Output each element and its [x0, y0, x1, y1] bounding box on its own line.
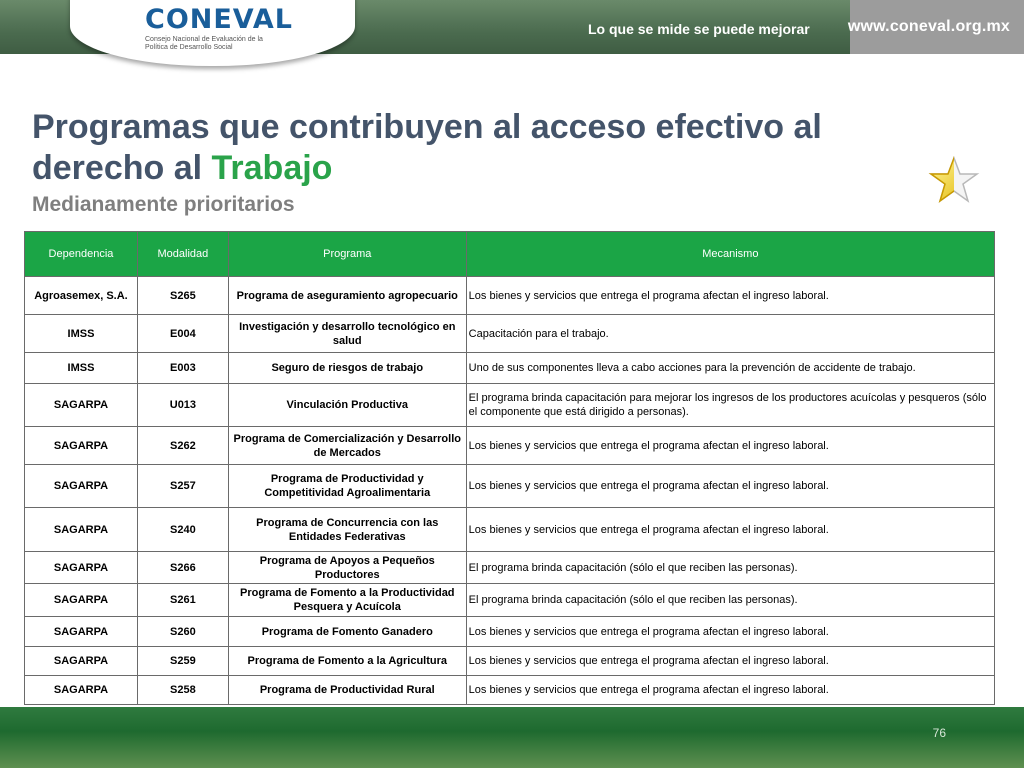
slide-title-main: Programas que contribuyen al acceso efectivo al derecho al [32, 108, 822, 187]
table-row [25, 552, 995, 584]
cell-programa: Investigación y desarrollo tecnológico en salud [228, 315, 466, 353]
logo-tab [70, 0, 355, 66]
table-row [25, 676, 995, 705]
header-tagline: Lo que se mide se puede mejorar [588, 21, 810, 37]
cell-programa: Programa de Concurrencia con las Entidades Federativas [228, 508, 466, 552]
cell-mecanismo: Los bienes y servicios que entrega el programa afectan el ingreso laboral. [466, 676, 994, 705]
cell-mecanismo: El programa brinda capacitación (sólo el que reciben las personas). [466, 584, 994, 617]
cell-dependencia: SAGARPA [25, 647, 138, 676]
cell-modalidad: S257 [137, 465, 228, 508]
cell-modalidad: E003 [137, 353, 228, 384]
cell-programa: Programa de Fomento Ganadero [228, 617, 466, 647]
cell-programa: Seguro de riesgos de trabajo [228, 353, 466, 384]
cell-programa: Programa de Productividad y Competitividad Agroalimentaria [228, 465, 466, 508]
page-number: 76 [932, 726, 946, 740]
cell-modalidad: U013 [137, 384, 228, 427]
cell-mecanismo: El programa brinda capacitación (sólo el que reciben las personas). [466, 552, 994, 584]
cell-modalidad: S265 [137, 277, 228, 315]
cell-programa: Programa de Apoyos a Pequeños Productores [228, 552, 466, 584]
cell-mecanismo: Los bienes y servicios que entrega el programa afectan el ingreso laboral. [466, 427, 994, 465]
cell-mecanismo: Uno de sus componentes lleva a cabo acciones para la prevención de accidente de trabajo. [466, 353, 994, 384]
cell-dependencia: SAGARPA [25, 427, 138, 465]
table-row [25, 647, 995, 676]
cell-modalidad: S266 [137, 552, 228, 584]
cell-modalidad: S260 [137, 617, 228, 647]
cell-dependencia: SAGARPA [25, 676, 138, 705]
table-row [25, 584, 995, 617]
header-programa: Programa [228, 232, 466, 277]
cell-programa: Programa de Fomento a la Productividad Pesquera y Acuícola [228, 584, 466, 617]
cell-dependencia: SAGARPA [25, 584, 138, 617]
cell-dependencia: SAGARPA [25, 617, 138, 647]
table-row [25, 617, 995, 647]
cell-dependencia: SAGARPA [25, 384, 138, 427]
table-header-row [25, 232, 995, 277]
table-row [25, 427, 995, 465]
website-url[interactable]: www.coneval.org.mx [847, 18, 1010, 35]
cell-mecanismo: Los bienes y servicios que entrega el programa afectan el ingreso laboral. [466, 277, 994, 315]
cell-programa: Programa de Fomento a la Agricultura [228, 647, 466, 676]
cell-mecanismo: Los bienes y servicios que entrega el programa afectan el ingreso laboral. [466, 465, 994, 508]
coneval-logo: CONEVAL [145, 4, 293, 35]
programs-table [24, 231, 995, 705]
table-row [25, 353, 995, 384]
half-star-icon [928, 156, 980, 206]
slide-title [32, 107, 912, 189]
header-modalidad: Modalidad [137, 232, 228, 277]
cell-modalidad: S240 [137, 508, 228, 552]
cell-programa: Vinculación Productiva [228, 384, 466, 427]
footer-bar [0, 707, 1024, 768]
cell-dependencia: IMSS [25, 315, 138, 353]
cell-modalidad: E004 [137, 315, 228, 353]
cell-modalidad: S262 [137, 427, 228, 465]
header-url-panel [847, 0, 1024, 54]
cell-modalidad: S261 [137, 584, 228, 617]
slide-title-highlight: Trabajo [211, 149, 333, 187]
table-row [25, 508, 995, 552]
cell-dependencia: SAGARPA [25, 508, 138, 552]
cell-dependencia: SAGARPA [25, 552, 138, 584]
cell-programa: Programa de Productividad Rural [228, 676, 466, 705]
table-row [25, 384, 995, 427]
table-row [25, 315, 995, 353]
cell-mecanismo: El programa brinda capacitación para mejorar los ingresos de los productores acuícolas y pesqueros (sólo el componente que está dirigido a personas). [466, 384, 994, 427]
header-mecanismo: Mecanismo [466, 232, 994, 277]
cell-programa: Programa de aseguramiento agropecuario [228, 277, 466, 315]
cell-modalidad: S258 [137, 676, 228, 705]
cell-mecanismo: Los bienes y servicios que entrega el programa afectan el ingreso laboral. [466, 617, 994, 647]
table-row [25, 277, 995, 315]
table-row [25, 465, 995, 508]
cell-dependencia: IMSS [25, 353, 138, 384]
slide-subtitle: Medianamente prioritarios [32, 193, 295, 216]
cell-mecanismo: Los bienes y servicios que entrega el programa afectan el ingreso laboral. [466, 647, 994, 676]
cell-dependencia: SAGARPA [25, 465, 138, 508]
cell-modalidad: S259 [137, 647, 228, 676]
logo-subtitle: Consejo Nacional de Evaluación de la Política de Desarrollo Social [145, 36, 263, 51]
cell-dependencia: Agroasemex, S.A. [25, 277, 138, 315]
cell-mecanismo: Los bienes y servicios que entrega el programa afectan el ingreso laboral. [466, 508, 994, 552]
cell-programa: Programa de Comercialización y Desarrollo de Mercados [228, 427, 466, 465]
header-dependencia: Dependencia [25, 232, 138, 277]
cell-mecanismo: Capacitación para el trabajo. [466, 315, 994, 353]
